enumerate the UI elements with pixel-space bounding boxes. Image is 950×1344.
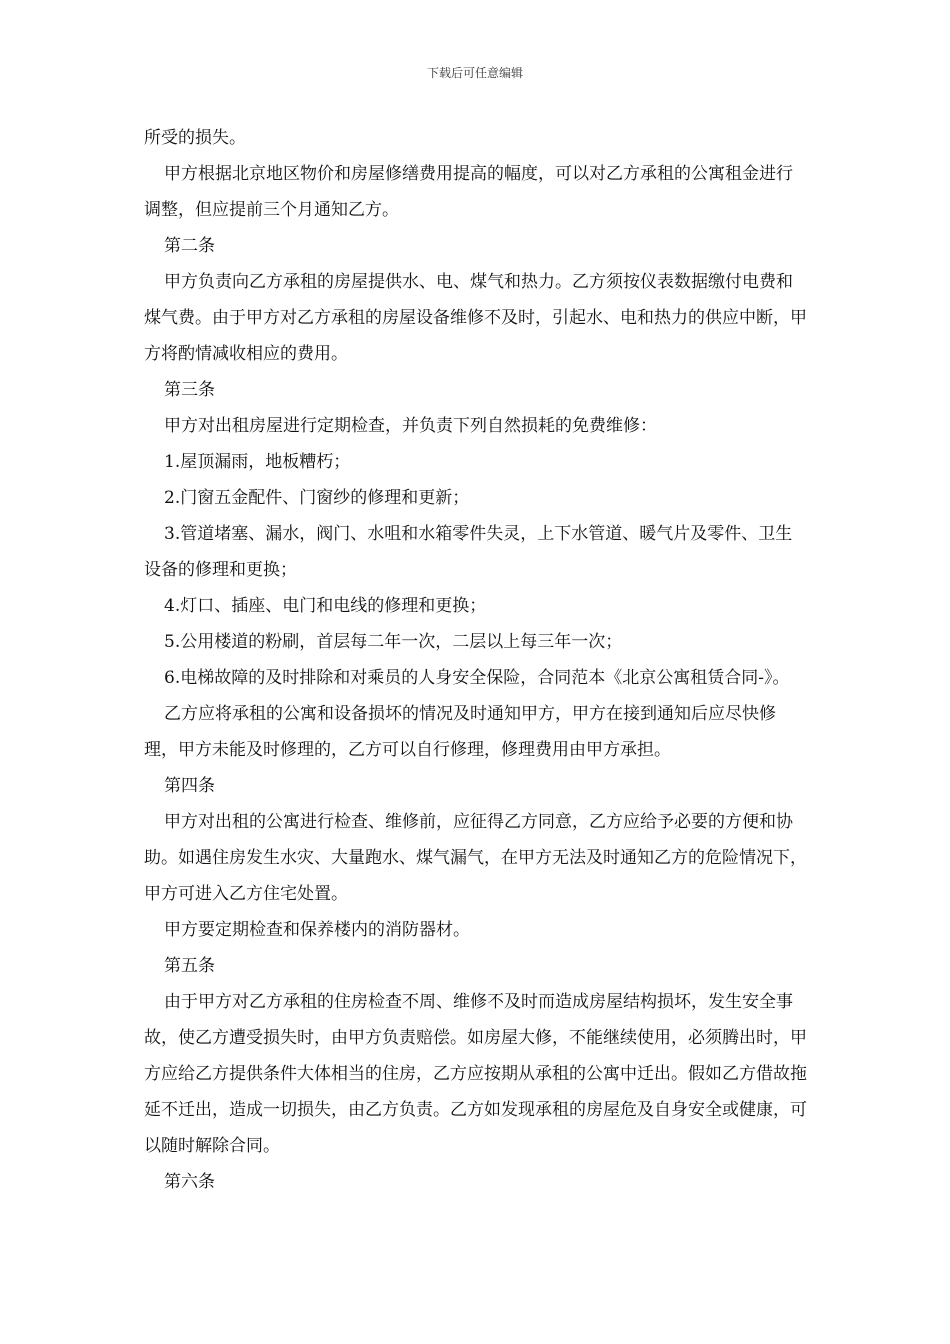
list-item-5: 5.公用楼道的粉刷，首层每二年一次，二层以上每三年一次； xyxy=(164,632,623,652)
list-item-2: 2.门窗五金配件、门窗纱的修理和更新； xyxy=(164,488,470,508)
article-heading-2: 第二条 xyxy=(164,236,215,256)
document-body xyxy=(144,120,808,1200)
paragraph-inspection-consent: 甲方对出租的公寓进行检查、维修前，应征得乙方同意，乙方应给予必要的方便和协助。如遇住房发生水灾、大量跑水、煤气漏气，在甲方无法及时通知乙方的危险情况下，甲方可进入乙方住宅处置。 xyxy=(144,812,807,904)
paragraph-rent-adjustment: 甲方根据北京地区物价和房屋修缮费用提高的幅度，可以对乙方承租的公寓租金进行调整，但应提前三个月通知乙方。 xyxy=(144,164,793,220)
paragraph-utilities: 甲方负责向乙方承租的房屋提供水、电、煤气和热力。乙方须按仪表数据缴付电费和煤气费。由于甲方对乙方承租的房屋设备维修不及时，引起水、电和热力的供应中断，甲方将酌情减收相应的费用。 xyxy=(144,272,807,364)
article-heading-4: 第四条 xyxy=(164,776,215,796)
article-heading-5: 第五条 xyxy=(164,956,215,976)
paragraph-repair-notice: 乙方应将承租的公寓和设备损坏的情况及时通知甲方，甲方在接到通知后应尽快修理，甲方未能及时修理的，乙方可以自行修理，修理费用由甲方承担。 xyxy=(144,704,776,760)
paragraph-liability: 由于甲方对乙方承租的住房检查不周、维修不及时而造成房屋结构损坏，发生安全事故，使乙方遭受损失时，由甲方负责赔偿。如房屋大修，不能继续使用，必须腾出时，甲方应给乙方提供条件大体相当的住房，乙方应按期从承租的公寓中迁出。假如乙方借故拖延不迁出，造成一切损失，由乙方负责。乙方如发现承租的房屋危及自身安全或健康，可以随时解除合同。 xyxy=(144,992,807,1156)
article-heading-3: 第三条 xyxy=(164,380,215,400)
list-item-1: 1.屋顶漏雨，地板糟朽； xyxy=(164,452,351,472)
paragraph-fire-equipment: 甲方要定期检查和保养楼内的消防器材。 xyxy=(164,920,470,940)
page-header: 下载后可任意编辑 xyxy=(426,66,523,80)
list-item-6: 6.电梯故障的及时排除和对乘员的人身安全保险，合同范本《北京公寓租赁合同-》。 xyxy=(164,668,790,688)
article-heading-6: 第六条 xyxy=(164,1172,215,1192)
list-item-4: 4.灯口、插座、电门和电线的修理和更换； xyxy=(164,596,487,616)
list-item-3: 3.管道堵塞、漏水，阀门、水咀和水箱零件失灵，上下水管道、暖气片及零件、卫生设备的修理和更换； xyxy=(144,524,793,580)
paragraph-continuation: 所受的损失。 xyxy=(144,128,246,148)
paragraph-inspection: 甲方对出租房屋进行定期检查，并负责下列自然损耗的免费维修： xyxy=(164,416,657,436)
